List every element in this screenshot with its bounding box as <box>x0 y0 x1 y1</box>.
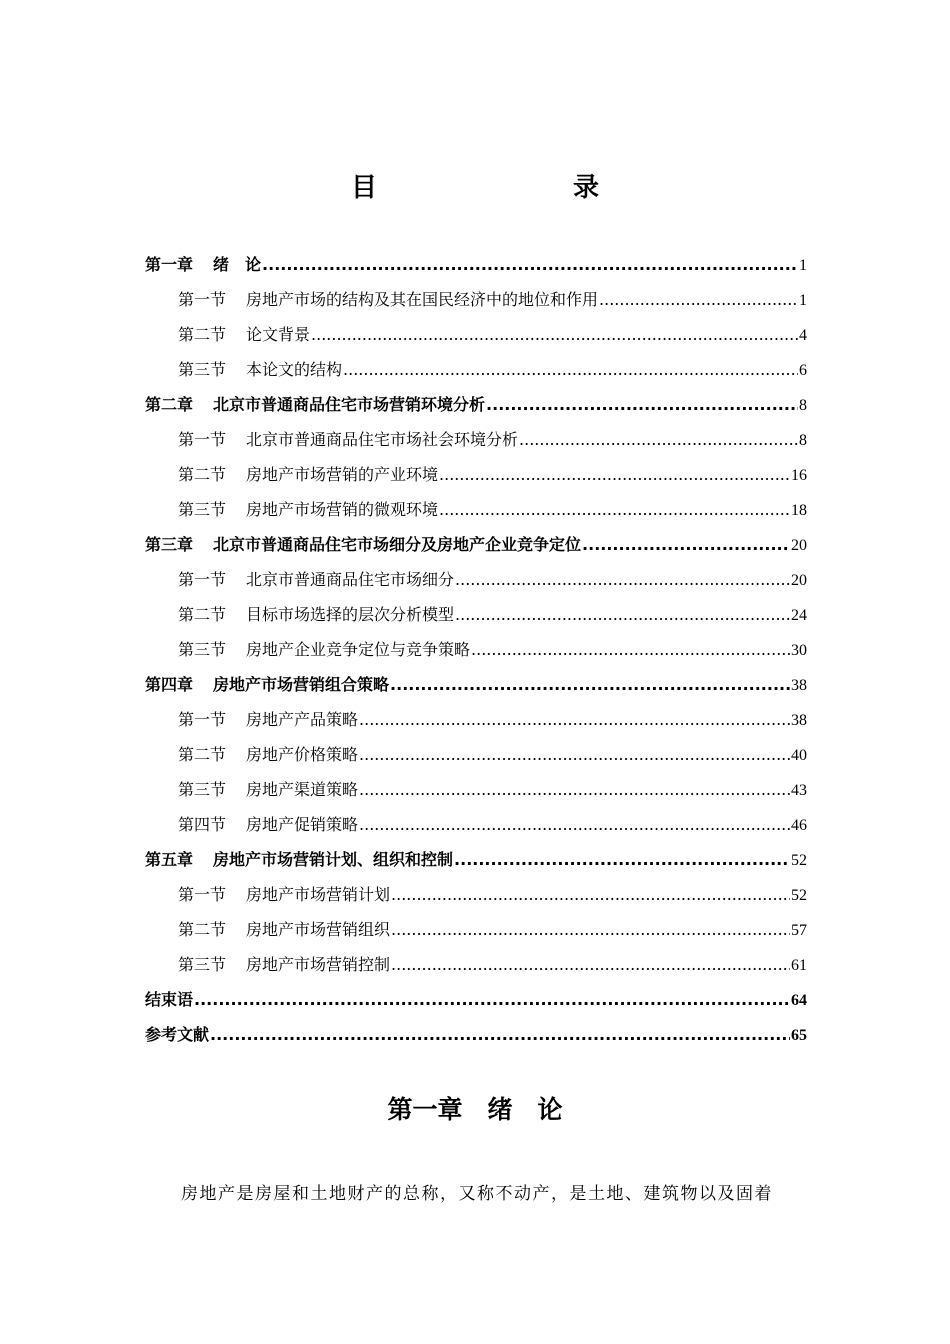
toc-dot-leader <box>359 737 790 772</box>
body-paragraph: 房地产是房屋和土地财产的总称，又称不动产，是土地、建筑物以及固着 <box>181 1184 773 1204</box>
toc-entry-number: 第三节 <box>178 780 227 799</box>
toc-dot-leader <box>359 702 790 737</box>
toc-page-number: 20 <box>791 572 807 589</box>
toc-entry-title: 目标市场选择的层次分析模型 <box>246 605 455 624</box>
toc-page-number: 1 <box>799 257 807 274</box>
toc-section-entry[interactable] <box>145 492 807 527</box>
toc-page-number: 24 <box>791 607 807 624</box>
toc-chapter-entry[interactable] <box>145 1017 807 1052</box>
toc-section-entry[interactable] <box>145 737 807 772</box>
toc-page-number: 43 <box>791 782 807 799</box>
toc-section-entry[interactable] <box>145 632 807 667</box>
toc-page-number: 57 <box>791 922 807 939</box>
toc-page-number: 38 <box>791 677 807 694</box>
toc-entry-title: 结束语 <box>145 990 194 1009</box>
toc-section-entry[interactable] <box>145 562 807 597</box>
toc-entry-number: 第二节 <box>178 605 227 624</box>
toc-section-entry[interactable] <box>145 807 807 842</box>
toc-page-number: 1 <box>799 292 807 309</box>
toc-page-number: 16 <box>791 467 807 484</box>
toc-entry-number: 第三节 <box>178 500 227 519</box>
toc-entry-title: 房地产促销策略 <box>246 815 359 834</box>
toc-entry-title: 房地产市场营销组合策略 <box>213 675 390 694</box>
toc-page-number: 8 <box>799 397 807 414</box>
toc-entry-number: 第三章 <box>145 535 194 554</box>
toc-entry-title: 房地产渠道策略 <box>246 780 359 799</box>
toc-page-number: 30 <box>791 642 807 659</box>
chapter-heading: 第一章 绪 论 <box>387 1095 563 1124</box>
toc-entry-number: 第二节 <box>178 745 227 764</box>
toc-dot-leader <box>599 282 798 317</box>
toc-page-number: 64 <box>791 992 807 1009</box>
toc-page-number: 65 <box>791 1027 807 1044</box>
toc-entry-title: 北京市普通商品住宅市场细分 <box>246 570 455 589</box>
toc-entry-number: 第三节 <box>178 640 227 659</box>
toc-entry-number: 第三节 <box>178 360 227 379</box>
toc-section-entry[interactable] <box>145 947 807 982</box>
toc-dot-leader <box>194 982 790 1017</box>
toc-entry-title: 房地产市场营销计划、组织和控制 <box>213 850 454 869</box>
toc-page-number: 6 <box>799 362 807 379</box>
toc-dot-leader <box>262 247 798 282</box>
toc-section-entry[interactable] <box>145 352 807 387</box>
toc-entry-number: 第一节 <box>178 430 227 449</box>
toc-entry-number: 第二节 <box>178 465 227 484</box>
toc-dot-leader <box>391 947 790 982</box>
toc-dot-leader <box>311 317 798 352</box>
toc-chapter-entry[interactable] <box>145 387 807 422</box>
toc-page-number: 52 <box>791 852 807 869</box>
toc-entry-title: 北京市普通商品住宅市场社会环境分析 <box>246 430 519 449</box>
toc-dot-leader <box>210 1017 790 1052</box>
toc-dot-leader <box>486 387 798 422</box>
toc-section-entry[interactable] <box>145 457 807 492</box>
toc-dot-leader <box>359 807 790 842</box>
toc-entry-title: 北京市普通商品住宅市场细分及房地产企业竞争定位 <box>213 535 582 554</box>
toc-dot-leader <box>359 772 790 807</box>
toc-entry-number: 第二节 <box>178 920 227 939</box>
toc-page-number: 61 <box>791 957 807 974</box>
toc-dot-leader <box>454 842 790 877</box>
toc-dot-leader <box>439 457 790 492</box>
toc-entry-number: 第一节 <box>178 885 227 904</box>
toc-chapter-entry[interactable] <box>145 842 807 877</box>
toc-entry-title: 房地产企业竞争定位与竞争策略 <box>246 640 471 659</box>
toc-chapter-entry[interactable] <box>145 527 807 562</box>
toc-chapter-entry[interactable] <box>145 247 807 282</box>
toc-page-number: 46 <box>791 817 807 834</box>
toc-page-number: 20 <box>791 537 807 554</box>
toc-entry-number: 第五章 <box>145 850 194 869</box>
toc-entry-title: 房地产市场营销的微观环境 <box>246 500 439 519</box>
toc-entry-number: 第二节 <box>178 325 227 344</box>
toc-entry-number: 第一节 <box>178 290 227 309</box>
toc-entry-title: 参考文献 <box>145 1025 210 1044</box>
toc-entry-number: 第三节 <box>178 955 227 974</box>
toc-entry-title: 房地产市场营销的产业环境 <box>246 465 439 484</box>
toc-dot-leader <box>439 492 790 527</box>
toc-section-entry[interactable] <box>145 597 807 632</box>
toc-entry-title: 本论文的结构 <box>246 360 343 379</box>
toc-section-entry[interactable] <box>145 877 807 912</box>
toc-page-number: 4 <box>799 327 807 344</box>
toc-page-number: 38 <box>791 712 807 729</box>
toc-title: 目 录 <box>350 173 647 203</box>
toc-page-number: 40 <box>791 747 807 764</box>
toc-entry-number: 第二章 <box>145 395 194 414</box>
toc-page-number: 52 <box>791 887 807 904</box>
toc-dot-leader <box>471 632 790 667</box>
toc-section-entry[interactable] <box>145 772 807 807</box>
toc-section-entry[interactable] <box>145 702 807 737</box>
toc-section-entry[interactable] <box>145 422 807 457</box>
toc-chapter-entry[interactable] <box>145 982 807 1017</box>
toc-dot-leader <box>390 667 790 702</box>
toc-entry-title: 绪 论 <box>213 255 262 274</box>
toc-dot-leader <box>519 422 798 457</box>
toc-dot-leader <box>455 597 790 632</box>
toc-entry-title: 论文背景 <box>246 325 311 344</box>
toc-dot-leader <box>582 527 790 562</box>
toc-dot-leader <box>391 877 790 912</box>
toc-entry-title: 北京市普通商品住宅市场营销环境分析 <box>213 395 486 414</box>
toc-entry-title: 房地产市场营销计划 <box>246 885 391 904</box>
toc-section-entry[interactable] <box>145 282 807 317</box>
toc-page-number: 8 <box>799 432 807 449</box>
toc-entry-number: 第四章 <box>145 675 194 694</box>
toc-page-number: 18 <box>791 502 807 519</box>
toc-entry-number: 第一章 <box>145 255 194 274</box>
toc-entry-number: 第四节 <box>178 815 227 834</box>
toc-dot-leader <box>391 912 790 947</box>
toc-entry-title: 房地产市场的结构及其在国民经济中的地位和作用 <box>246 290 599 309</box>
toc-entry-title: 房地产市场营销组织 <box>246 920 391 939</box>
toc-entry-title: 房地产产品策略 <box>246 710 359 729</box>
toc-dot-leader <box>343 352 798 387</box>
toc-entry-number: 第一节 <box>178 570 227 589</box>
toc-entry-title: 房地产价格策略 <box>246 745 359 764</box>
toc-chapter-entry[interactable] <box>145 667 807 702</box>
toc-entry-title: 房地产市场营销控制 <box>246 955 391 974</box>
toc-dot-leader <box>455 562 790 597</box>
toc-section-entry[interactable] <box>145 912 807 947</box>
toc-section-entry[interactable] <box>145 317 807 352</box>
table-of-contents <box>145 247 807 1052</box>
toc-entry-number: 第一节 <box>178 710 227 729</box>
